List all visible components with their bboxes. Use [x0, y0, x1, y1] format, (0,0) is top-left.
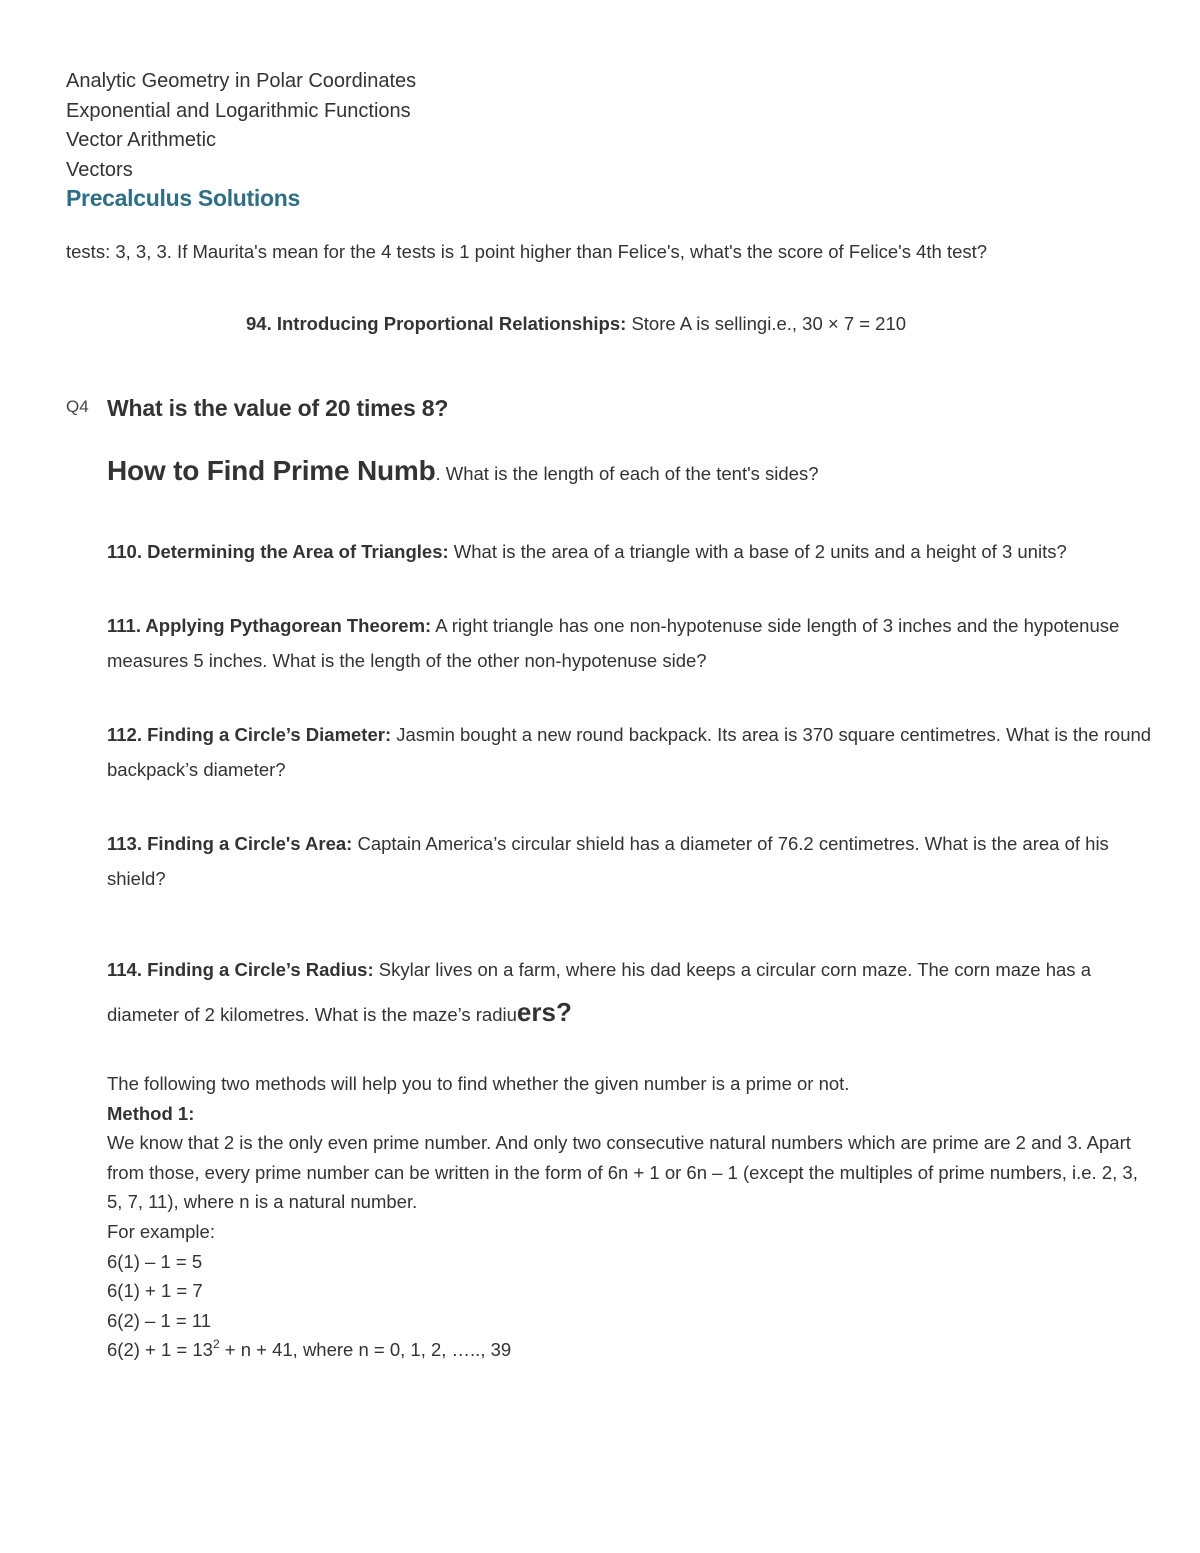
- item-text: Captain America’s circular shield has a diameter of 76.2 centimetres. What is the area of his shield?: [107, 833, 1109, 889]
- item-114: [107, 948, 1152, 1036]
- method-section: [107, 1069, 1152, 1365]
- section-heading[interactable]: Precalculus Solutions: [66, 185, 300, 211]
- item-label: 94. Introducing Proportional Relationships:: [246, 313, 627, 334]
- example-line: 6(2) – 1 = 11: [107, 1309, 212, 1331]
- example-line: [107, 1335, 1152, 1365]
- topic-link-list: [66, 67, 416, 185]
- method-intro: The following two methods will help you to find whether the given number is a prime or not.: [107, 1073, 850, 1094]
- item-label: 111. Applying Pythagorean Theorem:: [107, 615, 432, 636]
- example-label: For example:: [107, 1220, 215, 1242]
- item-text: A right triangle has one non-hypotenuse side length of 3 inches and the hypotenuse measures 5 inches. What is the length of the other non-hypotenuse side?: [107, 615, 1120, 671]
- item-label: 112. Finding a Circle’s Diameter:: [107, 724, 392, 745]
- item-111: [107, 608, 1152, 678]
- item-text: What is the area of a triangle with a base of 2 units and a height of 3 units?: [448, 541, 1067, 562]
- item-94: [246, 313, 906, 335]
- item-text: Skylar lives on a farm, where his dad keeps a circular corn maze. The corn maze has a diameter of 2 kilometres. What is the maze’s radiu: [107, 959, 1091, 1025]
- example-line: 6(1) + 1 = 7: [107, 1280, 203, 1302]
- prime-heading-line: [107, 455, 819, 487]
- example-line: 6(1) – 1 = 5: [107, 1250, 203, 1272]
- item-text: Jasmin bought a new round backpack. Its area is 370 square centimetres. What is the round backpack’s diameter?: [107, 724, 1152, 780]
- prime-heading-rest: . What is the length of each of the tent's sides?: [435, 463, 819, 484]
- question-number: Q4: [66, 397, 89, 416]
- prime-heading: How to Find Prime Numb: [107, 455, 436, 486]
- method-label: Method 1:: [107, 1102, 195, 1124]
- topic-link[interactable]: Exponential and Logarithmic Functions: [66, 99, 411, 122]
- topic-link[interactable]: Vector Arithmetic: [66, 129, 217, 152]
- superscript: 2: [212, 1337, 220, 1352]
- method-body: We know that 2 is the only even prime number. And only two consecutive natural numbers which are prime are 2 and 3. Apart from those, every prime number can be written in the form of 6n + 1 or 6n – 1 (except the multiples of prime numbers, i.e. 2, 3, 5, 7, 11), where n is a natural number.: [107, 1132, 1138, 1213]
- item-text-tail: ers?: [516, 997, 572, 1027]
- tests-paragraph: tests: 3, 3, 3. If Maurita's mean for the 4 tests is 1 point higher than Felice's, what's the score of Felice's 4th test?: [66, 241, 988, 262]
- item-label: 110. Determining the Area of Triangles:: [107, 541, 449, 562]
- item-113: [107, 826, 1152, 896]
- item-112: [107, 717, 1152, 787]
- item-label: 114. Finding a Circle’s Radius:: [107, 959, 374, 980]
- topic-link[interactable]: Vectors: [66, 158, 133, 181]
- topic-link[interactable]: Analytic Geometry in Polar Coordinates: [66, 70, 417, 92]
- item-label: 113. Finding a Circle's Area:: [107, 833, 353, 854]
- example-before: 6(2) + 1 = 13: [107, 1339, 213, 1361]
- item-110: [107, 541, 1152, 563]
- example-after: + n + 41, where n = 0, 1, 2, ….., 39: [219, 1339, 512, 1361]
- question-text: What is the value of 20 times 8?: [107, 395, 449, 421]
- item-text: Store A is sellingi.e., 30 × 7 = 210: [626, 313, 907, 334]
